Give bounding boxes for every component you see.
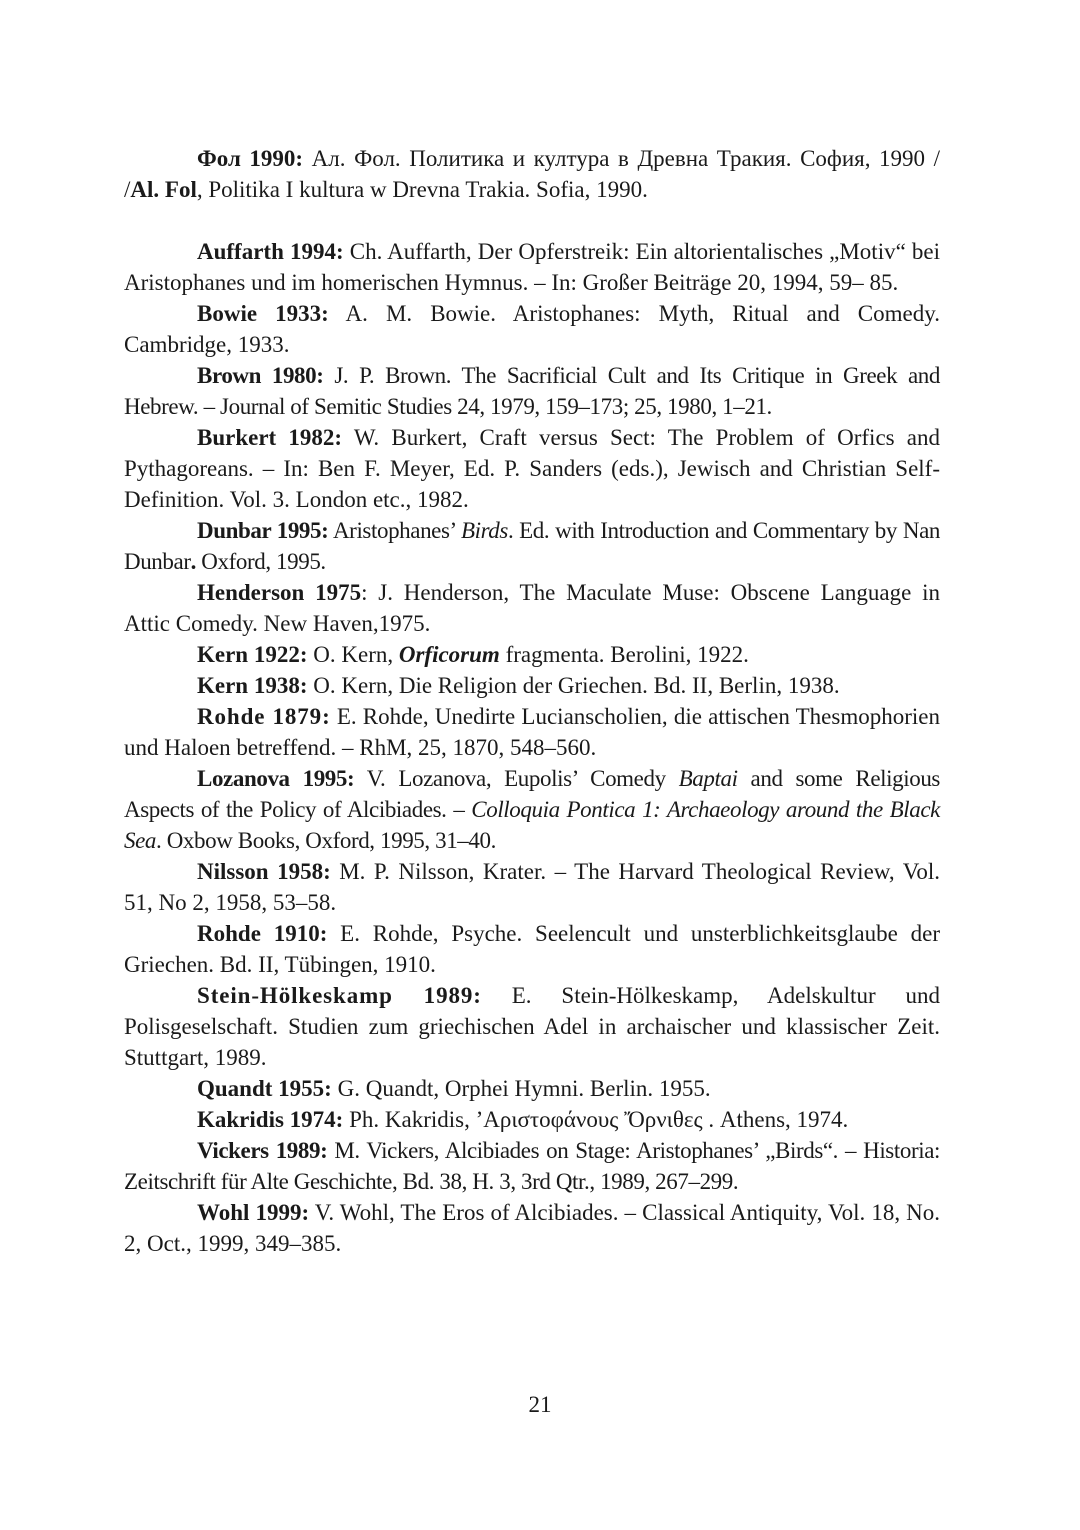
reference-entry bbox=[124, 1135, 940, 1197]
reference-author-bold: Al. Fol bbox=[130, 177, 197, 202]
bibliography-list bbox=[124, 143, 940, 1259]
reference-key: Dunbar 1995: bbox=[197, 518, 329, 543]
reference-text: Oxford, 1995. bbox=[195, 549, 326, 574]
reference-key: Brown 1980: bbox=[197, 363, 324, 388]
reference-key: Kern 1922: bbox=[197, 642, 308, 667]
reference-entry bbox=[124, 918, 940, 980]
reference-text: : J. Henderson, The Maculate Muse: Obscene Language in Attic Comedy. New Haven,1975. bbox=[124, 580, 940, 636]
reference-key: Stein-Hölkeskamp 1989: bbox=[197, 983, 482, 1008]
reference-key: Vickers 1989: bbox=[197, 1138, 328, 1163]
reference-entry bbox=[124, 1073, 940, 1104]
reference-entry bbox=[124, 763, 940, 856]
reference-key: Фол 1990: bbox=[197, 146, 304, 171]
reference-key: Kakridis 1974: bbox=[197, 1107, 344, 1132]
reference-text: . Ed. with Introduction and Commentary by Nan Dunbar bbox=[124, 518, 940, 574]
reference-key: Kern 1938: bbox=[197, 673, 308, 698]
reference-key: Rohde 1879: bbox=[197, 704, 331, 729]
reference-title-bold-italic: Orficorum bbox=[398, 642, 500, 667]
reference-text: V. Wohl, The Eros of Alcibiades. – Classical Antiquity, Vol. 18, No. 2, Oct., 1999, 349–385. bbox=[124, 1200, 940, 1256]
reference-text: M. P. Nilsson, Krater. – The Harvard Theological Review, Vol. 51, No 2, 1958, 53–58. bbox=[124, 859, 941, 915]
reference-entry bbox=[124, 701, 940, 763]
reference-text: W. Burkert, Craft versus Sect: The Problem of Orfics and Pythagoreans. – In: Ben F. Meyer, Ed. P. Sanders (eds.), Jewisch and Christian Self-Definition. Vol. 3. London etc., 1982. bbox=[124, 425, 940, 512]
reference-entry bbox=[124, 236, 940, 298]
reference-key: Quandt 1955: bbox=[197, 1076, 332, 1101]
reference-text: . Oxbow Books, Oxford, 1995, 31–40. bbox=[156, 828, 496, 853]
reference-text: J. P. Brown. The Sacrificial Cult and Its Critique in Greek and Hebrew. – Journal of Semitic Studies 24, 1979, 159–173; 25, 1980, 1–21. bbox=[124, 363, 941, 419]
reference-entry bbox=[124, 360, 940, 422]
reference-entry bbox=[124, 1197, 940, 1259]
reference-key: Rohde 1910: bbox=[197, 921, 328, 946]
reference-text: O. Kern, bbox=[307, 642, 399, 667]
reference-key: Wohl 1999: bbox=[197, 1200, 310, 1225]
reference-text: E. Rohde, Unedirte Lucianscholien, die attischen Thesmophorien und Haloen betreffend. – RhM, 25, 1870, 548–560. bbox=[124, 704, 940, 760]
reference-text: E. Rohde, Psyche. Seelencult und unsterblichkeitsglaube der Griechen. Bd. II, Tübingen, 1910. bbox=[124, 921, 940, 977]
reference-entry bbox=[124, 298, 940, 360]
reference-text: fragmenta. Berolini, 1922. bbox=[499, 642, 749, 667]
reference-title-italic: Baptai bbox=[678, 766, 738, 791]
reference-entry bbox=[124, 515, 940, 577]
page-number: 21 bbox=[528, 1392, 552, 1417]
reference-text: V. Lozanova, Eupolis’ Comedy bbox=[354, 766, 679, 791]
reference-journal-italic: Colloquia Pontica 1: Archaeology around the Black Sea bbox=[124, 797, 940, 853]
reference-key: Nilsson 1958: bbox=[197, 859, 331, 884]
reference-entry bbox=[124, 422, 940, 515]
reference-text: E. Stein-Hölkeskamp, Adelskultur und Polisgeselschaft. Studien zum griechischen Adel in archaischer und klassischer Zeit. Stuttgart, 1989. bbox=[124, 983, 941, 1070]
reference-entry bbox=[124, 1104, 940, 1135]
reference-entry bbox=[124, 143, 940, 205]
reference-text: M. Vickers, Alcibiades on Stage: Aristophanes’ „Birds“. – Historia: Zeitschrift für Alte Geschichte, Bd. 38, H. 3, 3rd Qtr., 1989, 267–299. bbox=[124, 1138, 940, 1194]
reference-text: Aristophanes’ bbox=[328, 518, 461, 543]
reference-text: , Politika I kultura w Drevna Trakia. Sofia, 1990. bbox=[196, 177, 648, 202]
reference-entry bbox=[124, 670, 940, 701]
reference-key: Auffarth 1994: bbox=[197, 239, 344, 264]
reference-entry bbox=[124, 577, 940, 639]
reference-title-italic: Birds bbox=[460, 518, 508, 543]
reference-key: Lozanova 1995: bbox=[197, 766, 355, 791]
reference-text: Ch. Auffarth, Der Opferstreik: Ein altorientalisches „Motiv“ bei Aristophanes und im homerischen Hymnus. – In: Großer Beiträge 20, 1994, 59– 85. bbox=[124, 239, 940, 295]
reference-text: G. Quandt, Orphei Hymni. Berlin. 1955. bbox=[331, 1076, 711, 1101]
reference-text: Ph. Kakridis, ’Αριστοφάνους Ὄρνιθες . Athens, 1974. bbox=[343, 1107, 849, 1132]
reference-key: Henderson 1975 bbox=[197, 580, 362, 605]
reference-bold-period: . bbox=[190, 549, 196, 574]
reference-entry bbox=[124, 980, 940, 1073]
reference-key: Burkert 1982: bbox=[197, 425, 343, 450]
reference-text: and some Religious Aspects of the Policy of Alcibiades. – bbox=[124, 766, 940, 822]
reference-key: Bowie 1933: bbox=[197, 301, 329, 326]
reference-entry bbox=[124, 856, 940, 918]
reference-text: O. Kern, Die Religion der Griechen. Bd. II, Berlin, 1938. bbox=[307, 673, 840, 698]
reference-text: Ал. Фол. Политика и култура в Древна Тракия. София, 1990 / / bbox=[124, 146, 940, 202]
reference-entry bbox=[124, 639, 940, 670]
reference-text: A. M. Bowie. Aristophanes: Myth, Ritual and Comedy. Cambridge, 1933. bbox=[124, 301, 940, 357]
